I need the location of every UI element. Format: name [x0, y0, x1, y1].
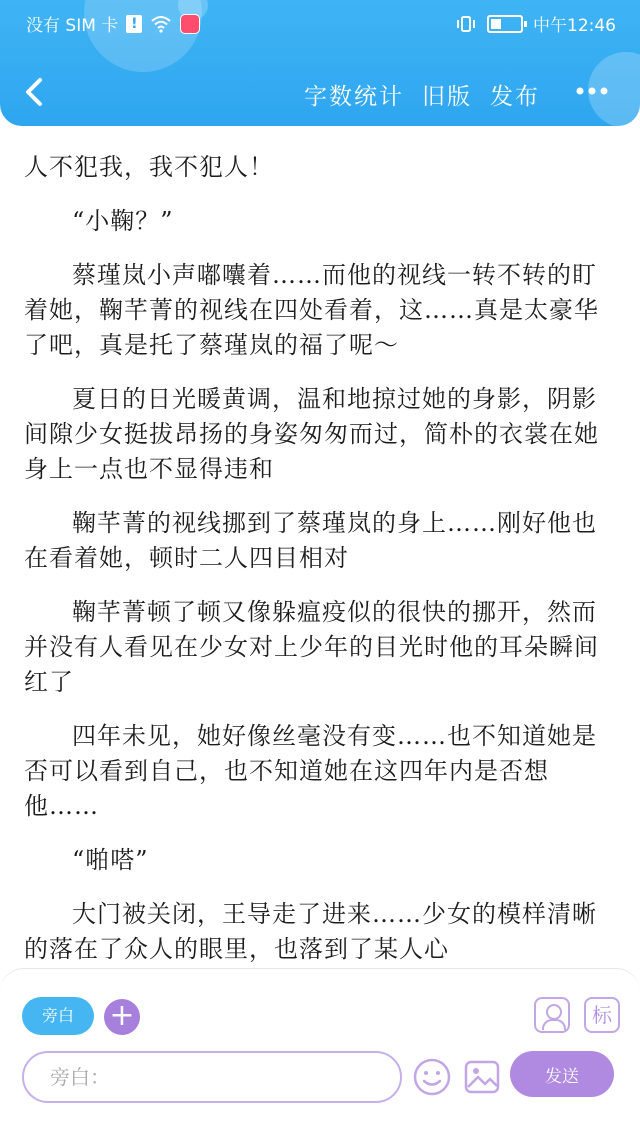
battery-icon	[487, 15, 523, 33]
status-left	[26, 11, 200, 36]
message-input[interactable]	[22, 1051, 402, 1103]
clock: 中午12:46	[533, 16, 616, 36]
vibrate-icon	[455, 15, 477, 33]
more-options-icon[interactable]	[572, 76, 612, 106]
wifi-icon	[150, 15, 172, 33]
status-bar	[0, 0, 640, 44]
story-paragraph: 夏日的日光暖黄调，温和地掠过她的身影，阴影间隙少女挺拔昂扬的身姿匆匆而过，简朴的衣裳在她身上一点也不显得违和	[24, 385, 599, 483]
image-icon[interactable]	[462, 1057, 502, 1097]
carrier-text: 没有 SIM 卡	[26, 16, 119, 36]
publish-button[interactable]: 发布	[490, 84, 540, 110]
story-paragraph: 四年未见，她好像丝毫没有变……也不知道她是否可以看到自己，也不知道她在这四年内是否想他……	[24, 722, 597, 820]
warning-icon: !	[126, 15, 142, 33]
tag-button[interactable]: 标	[584, 997, 620, 1033]
nav-actions	[304, 78, 540, 111]
app-notification-icon	[180, 14, 200, 34]
emoji-icon[interactable]	[412, 1057, 452, 1097]
app-header	[0, 0, 640, 126]
story-content	[24, 140, 616, 966]
story-paragraph: 人不犯我，我不犯人！	[24, 153, 274, 181]
nav-bar	[0, 60, 640, 126]
role-narration-chip[interactable]: 旁白	[22, 997, 94, 1035]
word-count-button[interactable]: 字数统计	[304, 84, 404, 110]
back-arrow-icon[interactable]	[20, 72, 52, 112]
story-paragraph: 鞠芊菁顿了顿又像躲瘟疫似的很快的挪开，然而并没有人看见在少女对上少年的目光时他的耳朵瞬间红了	[24, 598, 599, 696]
character-avatar-icon[interactable]	[534, 997, 570, 1033]
add-role-button[interactable]: +	[104, 999, 140, 1035]
story-paragraph: 大门被关闭，王导走了进来……少女的模样清晰的落在了众人的眼里，也落到了某人心	[24, 900, 597, 963]
status-right	[455, 11, 616, 36]
story-paragraph: “啪嗒”	[72, 846, 149, 874]
composer-panel	[0, 968, 640, 1138]
send-button[interactable]: 发送	[510, 1051, 614, 1097]
story-paragraph: 鞠芊菁的视线挪到了蔡瑾岚的身上……刚好他也在看着她，顿时二人四目相对	[24, 509, 597, 572]
story-paragraph: 蔡瑾岚小声嘟囔着……而他的视线一转不转的盯着她，鞠芊菁的视线在四处看着，这……真是太豪华了吧，真是托了蔡瑾岚的福了呢～	[24, 261, 599, 359]
story-paragraph: “小鞠？”	[72, 207, 174, 235]
old-version-button[interactable]: 旧版	[422, 84, 472, 110]
